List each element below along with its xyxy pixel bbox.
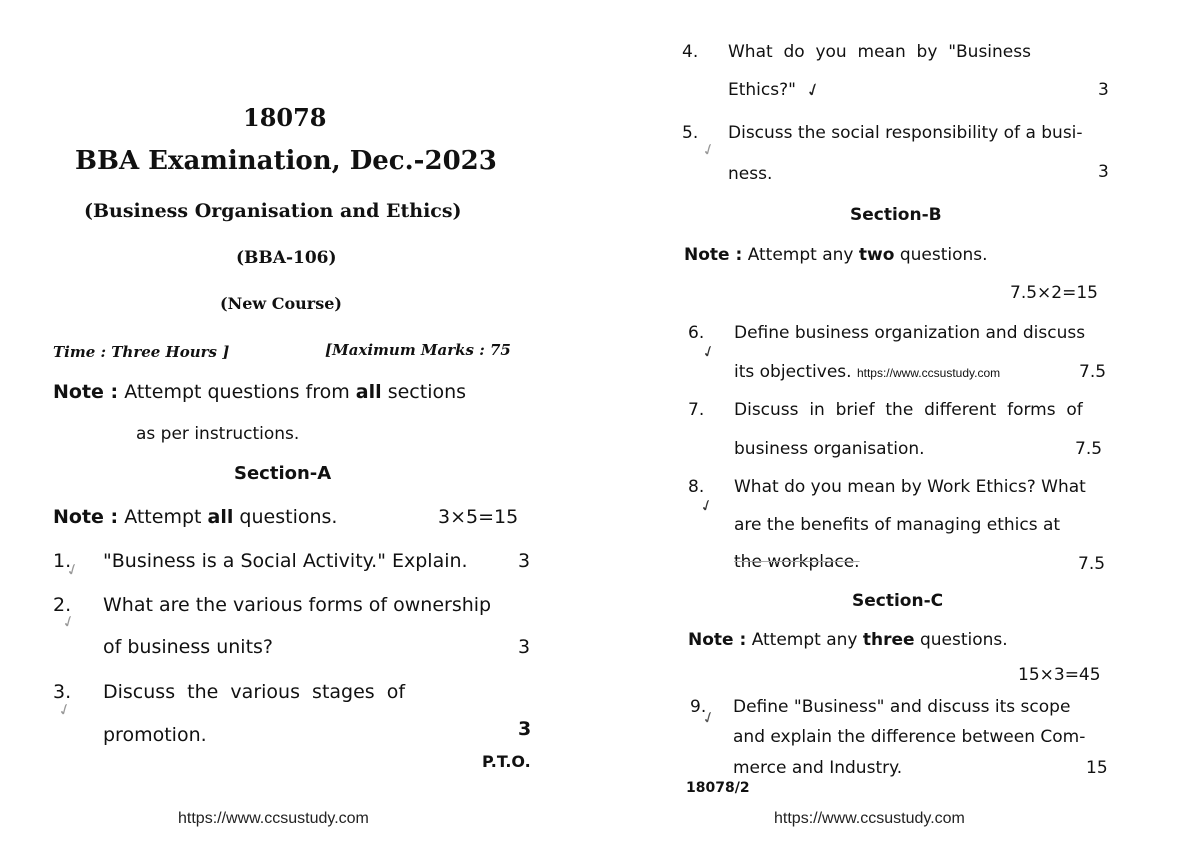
paper-code-number: 18078: [243, 103, 327, 132]
note-text-end: questions.: [919, 630, 1008, 650]
inline-url: https://www.ccsustudy.com: [856, 366, 1001, 380]
note-text: Attempt questions from: [124, 381, 350, 403]
pencil-tick-icon: ✓: [699, 340, 719, 363]
note-label: Note :: [684, 245, 743, 265]
question-marks: 3: [518, 636, 531, 658]
note-emphasis: two: [858, 245, 895, 265]
note-text: Attempt any: [747, 245, 854, 265]
question-text-line2: [734, 362, 1000, 382]
section-a-note: [53, 506, 337, 528]
section-b-marks: 7.5×2=15: [1010, 283, 1098, 303]
section-b-heading: Section-B: [850, 205, 942, 225]
note-text-end: questions.: [239, 506, 338, 528]
question-number: 8.: [688, 477, 705, 497]
question-text-line2: and explain the difference between Com-: [733, 727, 1086, 747]
pto-label: P.T.O.: [482, 752, 531, 771]
section-c-marks: 15×3=45: [1018, 665, 1101, 685]
question-marks: 3: [1098, 80, 1109, 100]
subject-title: (Business Organisation and Ethics): [84, 200, 462, 222]
general-note: [53, 381, 466, 403]
question-marks: 7.5: [1075, 439, 1103, 459]
page-code: 18078/2: [686, 780, 750, 796]
general-note-line2: as per instructions.: [136, 424, 300, 444]
question-text-line2: Ethics?": [728, 80, 796, 100]
pencil-tick-icon: ✓: [55, 698, 75, 721]
max-marks-label: [Maximum Marks : 75: [325, 341, 511, 359]
pencil-tick-icon: ✓: [63, 558, 83, 581]
question-text-line2-main: its objectives.: [734, 362, 852, 382]
paper-code: (BBA-106): [236, 248, 337, 268]
note-emphasis: all: [355, 381, 382, 403]
question-text-line3: merce and Industry.: [733, 758, 903, 778]
note-label: Note :: [53, 506, 119, 528]
question-number: 1.: [53, 550, 72, 572]
question-text-line2: business organisation.: [734, 439, 925, 459]
question-text-line2: promotion.: [103, 724, 207, 746]
note-text-end: questions.: [899, 245, 988, 265]
question-marks: 3: [518, 550, 531, 572]
question-number: 3.: [53, 681, 72, 703]
question-text: Discuss the social responsibility of a busi-: [728, 123, 1083, 143]
note-text: Attempt: [124, 506, 202, 528]
question-text: Discuss in brief the different forms of: [734, 400, 1083, 420]
question-text: What do you mean by "Business: [728, 42, 1031, 62]
exam-title: BBA Examination, Dec.-2023: [75, 146, 497, 176]
question-number: 2.: [53, 594, 72, 616]
question-text-line2: are the benefits of managing ethics at: [734, 515, 1061, 535]
note-label: Note :: [688, 630, 747, 650]
question-text: What do you mean by Work Ethics? What: [734, 477, 1086, 497]
course-label: (New Course): [220, 294, 342, 313]
question-marks: 7.5: [1078, 554, 1106, 574]
pencil-tick-icon: ✓: [802, 78, 825, 103]
question-text-line3: the workplace.: [734, 552, 860, 572]
question-number: 9.: [690, 697, 707, 717]
question-marks: 7.5: [1079, 362, 1107, 382]
section-c-note: [688, 630, 1008, 650]
footer-url: https://www.ccsustudy.com: [774, 810, 965, 827]
note-text-end: sections: [387, 381, 467, 403]
pencil-tick-icon: ✓: [699, 706, 719, 729]
question-marks: 3: [1098, 162, 1109, 182]
section-b-note: [684, 245, 988, 265]
pencil-tick-icon: ✓: [697, 494, 717, 517]
question-text: "Business is a Social Activity." Explain.: [103, 550, 468, 572]
question-text-line2: ness.: [728, 164, 773, 184]
note-label: Note :: [53, 381, 119, 403]
section-a-heading: Section-A: [234, 463, 332, 484]
question-text-line2: of business units?: [103, 636, 273, 658]
pencil-tick-icon: ✓: [699, 138, 719, 161]
question-text: Discuss the various stages of: [103, 681, 406, 703]
question-marks: 15: [1086, 758, 1108, 778]
question-number: 6.: [688, 323, 705, 343]
footer-url: https://www.ccsustudy.com: [178, 810, 369, 827]
question-text: Define business organization and discuss: [734, 323, 1086, 343]
question-number: 7.: [688, 400, 705, 420]
note-emphasis: three: [862, 630, 915, 650]
time-label: Time : Three Hours ]: [53, 343, 230, 361]
question-text: What are the various forms of ownership: [103, 594, 492, 616]
question-marks: 3: [518, 718, 532, 740]
section-c-heading: Section-C: [852, 591, 944, 611]
question-number: 4.: [682, 42, 699, 62]
note-text: Attempt any: [751, 630, 858, 650]
question-text: Define "Business" and discuss its scope: [733, 697, 1071, 717]
pencil-tick-icon: ✓: [59, 610, 79, 633]
note-emphasis: all: [207, 506, 234, 528]
section-a-marks: 3×5=15: [438, 506, 519, 528]
question-number: 5.: [682, 123, 699, 143]
